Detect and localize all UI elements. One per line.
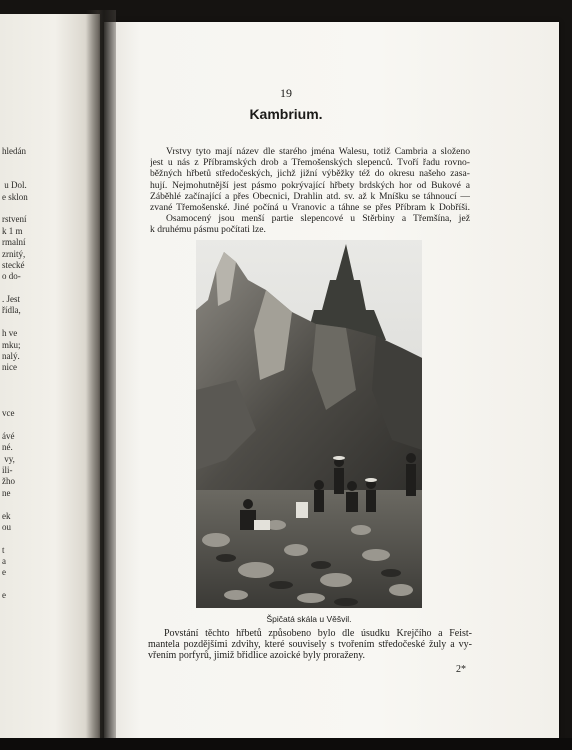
- left-page-line: ek: [2, 510, 11, 521]
- text-line: Povstání těchto hřbetů způsobeno bylo dle úsudku Krejčího a Feist-: [164, 628, 472, 639]
- text-line: zvané Třemošenské. Jiné počíná u Vranovic a táhne se přes Příbram k Dobříši.: [150, 201, 470, 213]
- text-line: Záběhlé začínající a přes Obecnici, Drahlin atd. sv. až k Mníšku se táhnoucí —: [150, 190, 470, 202]
- left-page-text: [2, 146, 62, 602]
- page-heading: Kambrium.: [249, 106, 323, 122]
- left-page-line: hledán: [2, 146, 26, 156]
- text-line: mantela pozdějšími zdvihy, které souvisely s tvořením středočeské žuly a vy-: [148, 639, 472, 651]
- paragraph-top: [150, 146, 470, 236]
- left-page-line: h ve: [2, 328, 18, 339]
- left-page-line: [2, 157, 62, 168]
- scan-edge: [0, 738, 572, 750]
- left-page-line: vce: [2, 407, 15, 418]
- left-page-line: [2, 385, 62, 396]
- left-page-line: [2, 533, 62, 544]
- left-page-line: vy,: [2, 453, 15, 464]
- left-page-line: e: [2, 567, 6, 578]
- left-page-line: u Dol.: [2, 180, 27, 191]
- left-page-line: ili-: [2, 464, 13, 475]
- paragraph-bottom: [148, 628, 472, 662]
- left-page-line: [2, 499, 62, 510]
- left-page-line: [2, 397, 62, 408]
- photo-caption: Špičatá skála u Věšvil.: [266, 614, 352, 624]
- left-page-line: [2, 169, 62, 180]
- left-page-line: [2, 283, 62, 294]
- left-page-line: [2, 579, 62, 590]
- left-page-line: [2, 419, 62, 430]
- text-line: běžných hřbetů středočeských, jichž jižní výběžky též do okresu našeho zasa-: [150, 168, 470, 180]
- left-page: [0, 14, 100, 740]
- left-page-line: nice: [2, 362, 17, 373]
- left-page-line: ávé: [2, 430, 15, 441]
- signature-mark: 2*: [456, 664, 466, 675]
- left-page-line: k 1 m: [2, 225, 23, 236]
- left-page-line: stecké: [2, 259, 25, 270]
- left-page-line: o do-: [2, 271, 21, 282]
- text-line: k druhému pásmu počítati lze.: [150, 224, 266, 236]
- left-page-line: mku;: [2, 339, 21, 350]
- left-page-line: [2, 317, 62, 328]
- left-page-line: ou: [2, 521, 11, 532]
- text-line: Vrstvy tyto mají název dle starého jména Walesu, totiž Cambria a složeno: [166, 146, 470, 157]
- left-page-line: nalý.: [2, 351, 20, 362]
- text-line: hují. Nejmohutnější jest pásmo pokrývající hřbety brdských hor od Bukové a: [150, 179, 470, 191]
- left-page-line: [2, 374, 62, 385]
- left-page-line: [2, 203, 62, 214]
- left-page-line: e: [2, 590, 6, 601]
- left-page-line: řídla,: [2, 305, 21, 316]
- left-page-line: žho: [2, 476, 15, 487]
- text-line: jest u nás z Příbramských drob a Třemošenských slepenců. Tvoří řadu rovno-: [150, 157, 470, 169]
- left-page-line: a: [2, 556, 6, 567]
- photograph-rock-formation: [196, 240, 422, 608]
- left-page-line: rmalní: [2, 237, 26, 248]
- page-number: 19: [280, 86, 292, 100]
- left-page-line: né.: [2, 442, 13, 453]
- left-page-line: t: [2, 544, 5, 555]
- left-page-line: e sklon: [2, 191, 28, 202]
- left-page-line: ne: [2, 487, 11, 498]
- left-page-line: . Jest: [2, 294, 20, 305]
- text-line: Osamocený jsou menší partie slepencové u Stěrbiny a Třemšína, jež: [166, 213, 470, 225]
- left-page-line: zrnitý,: [2, 248, 26, 259]
- text-line: vřením porfyrů, jimiž břidlice azoické byly proraženy.: [148, 650, 366, 662]
- left-page-line: rstvení: [2, 214, 27, 225]
